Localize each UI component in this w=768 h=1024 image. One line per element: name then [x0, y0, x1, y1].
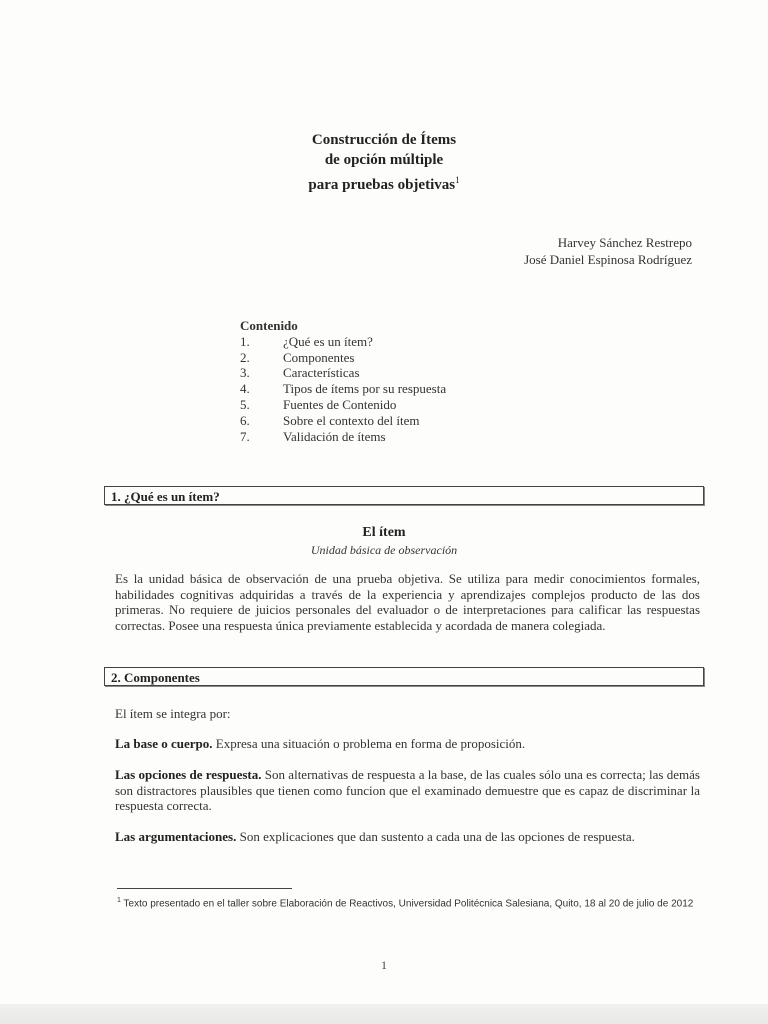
component-description: Son explicaciones que dan sustento a cada una de las opciones de respuesta.: [236, 829, 635, 844]
author-1: Harvey Sánchez Restrepo: [557, 235, 692, 250]
author-2: José Daniel Espinosa Rodríguez: [524, 252, 692, 267]
toc-number: 6.: [240, 412, 250, 428]
toc-label: Características: [283, 365, 360, 381]
toc-item: [240, 365, 446, 381]
footnote-marker: 1: [117, 897, 121, 904]
components-intro: El ítem se integra por:: [115, 706, 231, 721]
title-line-3: [0, 170, 768, 195]
toc-number: 5.: [240, 396, 250, 412]
footnote-text: Texto presentado en el taller sobre Elaboración de Reactivos, Universidad Politécnica Salesiana, Quito, 18 al 20 de julio de 2012: [123, 898, 694, 910]
toc-item: [240, 350, 446, 366]
toc-label: Fuentes de Contenido: [283, 396, 397, 412]
toc-number: 1.: [240, 333, 250, 349]
toc-number: 7.: [240, 428, 250, 444]
authors: [524, 234, 692, 268]
footnote-separator: [117, 888, 292, 889]
toc-number: 3.: [240, 365, 250, 381]
title-line-3-text: para pruebas objetivas: [308, 177, 456, 193]
component-description: Son alternativas de respuesta a la base, de las cuales sólo una es correcta; las demás son distractores plausibles que tienen como funcion que el examinado demuestre que es capaz de discriminar la respuesta correcta.: [115, 767, 700, 813]
toc-item: [240, 429, 446, 445]
item-subheading: Unidad básica de observación: [310, 543, 458, 557]
toc-number: 2.: [240, 349, 250, 365]
component-term: Las opciones de respuesta.: [115, 767, 262, 782]
component-term: Las argumentaciones.: [115, 829, 237, 844]
component-term: La base o cuerpo.: [115, 736, 213, 751]
scan-bottom-edge: [0, 1004, 768, 1024]
section-1-header: 1. ¿Qué es un ítem?: [104, 486, 704, 505]
toc-item: [240, 381, 446, 397]
component-options: [115, 767, 700, 814]
toc-number: 4.: [240, 381, 250, 397]
toc-label: Componentes: [283, 349, 355, 365]
page-number: 1: [381, 958, 387, 972]
footnote: [117, 894, 697, 911]
toc-item: [240, 413, 446, 429]
toc-item: [240, 397, 446, 413]
toc-label: Sobre el contexto del ítem: [283, 412, 420, 428]
toc-label: Tipos de ítems por su respuesta: [283, 381, 447, 397]
toc-item: [240, 334, 446, 350]
contents-heading: Contenido: [240, 318, 298, 333]
component-base: [115, 736, 700, 752]
item-heading: El ítem: [362, 525, 406, 540]
toc-label: Validación de ítems: [283, 428, 386, 444]
item-definition-paragraph: Es la unidad básica de observación de una prueba objetiva. Se utiliza para medir conocimientos formales, habilidades cognitivas adquiridas a través de la experiencia y aprendizajes complejos producto de las dos primeras. No requiere de juicios personales del evaluador o de interpretaciones para calificar las respuestas correctas. Posee una respuesta única previamente establecida y acordada de manera colegiada.: [115, 571, 700, 633]
component-arguments: [115, 829, 700, 845]
table-of-contents: [240, 318, 446, 444]
toc-label: ¿Qué es un ítem?: [283, 333, 373, 349]
section-2-header: 2. Componentes: [104, 667, 704, 686]
title-line-2: de opción múltiple: [324, 152, 444, 168]
component-description: Expresa una situación o problema en forma de proposición.: [212, 736, 526, 751]
document-title: [0, 130, 768, 195]
title-footnote-marker: 1: [455, 175, 460, 185]
title-line-1: Construcción de Ítems: [311, 132, 457, 148]
